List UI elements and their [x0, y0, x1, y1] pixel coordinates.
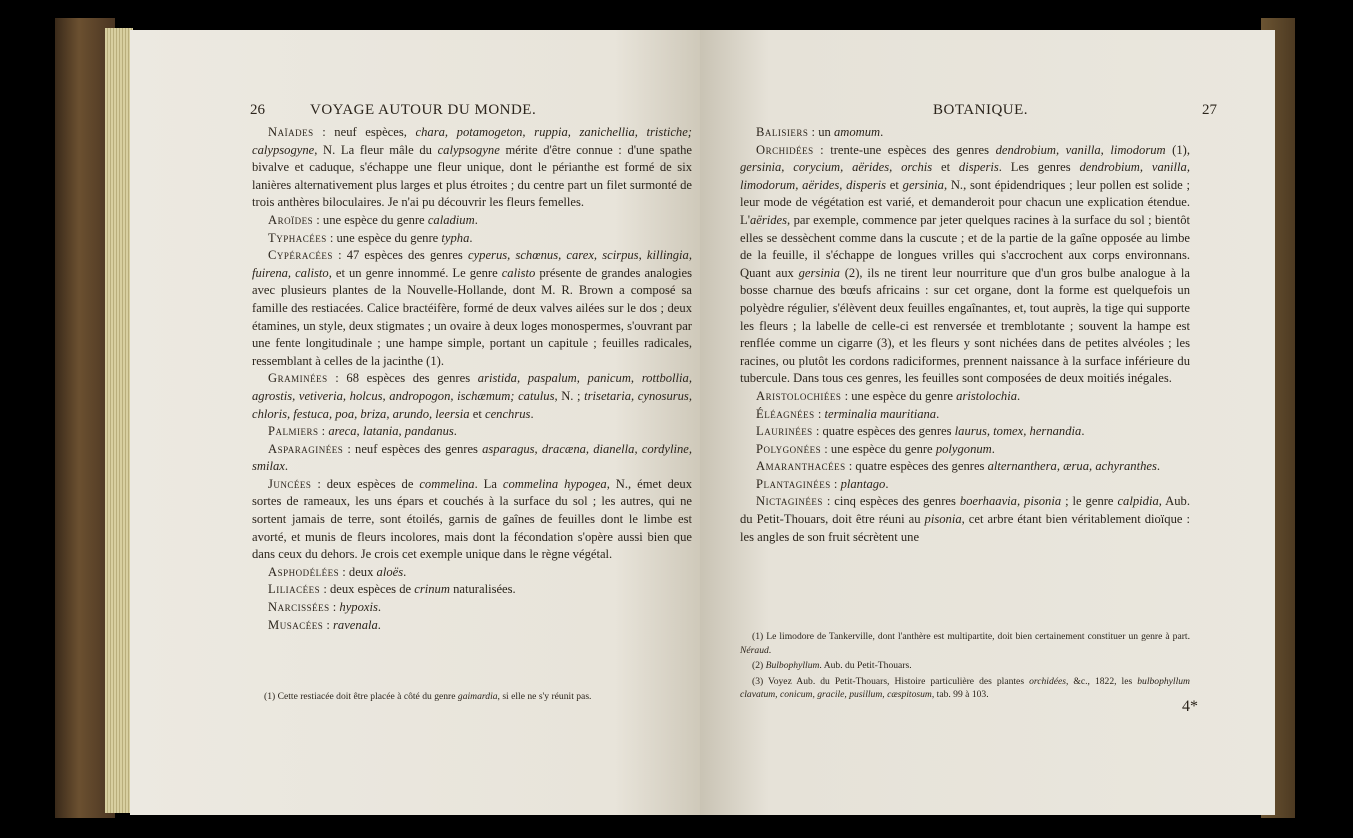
family-name: Cypéracées	[268, 248, 333, 263]
paragraph	[252, 124, 692, 212]
footnote	[740, 675, 1190, 702]
footnote	[252, 690, 692, 704]
text-run: .	[768, 644, 772, 656]
paragraph	[740, 441, 1190, 459]
taxon-name: areca, latania, pandanus	[328, 424, 454, 439]
family-name: Asparaginées	[268, 441, 344, 456]
family-name: Plantaginées	[756, 476, 831, 491]
text-run: , tab. 99 à 103.	[931, 689, 989, 700]
family-name: Typhacées	[268, 230, 327, 245]
paragraph	[740, 423, 1190, 441]
text-run: (1) Cette restiacée doit être placée à côté du genre	[264, 691, 458, 702]
text-run: : 47 espèces des genres	[332, 248, 468, 263]
text-run: :	[329, 600, 340, 615]
text-run: : trente-une espèces des genres	[813, 142, 996, 157]
taxon-name: trisetaria, cynosurus, chloris, festuca, poa, briza, arundo, leersia	[252, 388, 692, 421]
text-run: .	[885, 476, 889, 491]
text-run: , N., émet deux sortes de rameaux, les uns épars et couchés à la surface du sol ; les autres, qui ne sortent jamais de terre, sont étoilés, garnis de gaînes de feuilles dont le limbe est avorté, et munis de fleurs incolores, mais dont la fécondation s'opère aussi bien que dans ceux du dehors. Je crois cet exemple unique dans le règne végétal.	[252, 476, 692, 562]
family-name: Balisiers	[756, 125, 809, 139]
text-run: .	[880, 125, 884, 139]
text-run: : une espèce du genre	[841, 388, 957, 403]
taxon-name: gaimardia	[457, 691, 498, 702]
taxon-name: typha	[441, 230, 470, 245]
text-run: :	[323, 617, 334, 632]
right-page	[700, 30, 1275, 815]
text-run: .	[284, 459, 289, 474]
paragraph	[252, 564, 692, 582]
footnote	[740, 630, 1190, 657]
text-run: : 68 espèces des genres	[327, 371, 478, 386]
taxon-name: aërides	[749, 212, 788, 227]
body-text	[740, 124, 1190, 546]
text-run: : un	[808, 125, 834, 139]
body-text	[252, 124, 692, 634]
taxon-name: terminalia mauritiana	[824, 406, 937, 421]
family-name: Palmiers	[268, 424, 319, 439]
text-run: .	[469, 230, 473, 245]
taxon-name: dendrobium, vanilla, limodorum	[995, 142, 1166, 157]
paragraph	[740, 388, 1190, 406]
paragraph	[252, 617, 692, 635]
text-run: et	[932, 160, 959, 175]
text-run: présente de grandes analogies avec plusieurs plantes de la Nouvelle-Hollande, dont M. R. Brown a composé sa famille des restiacées. Calice bractéifère, formé de deux valves ailées sur le dos ; deux étamines, un style, deux stigmates ; un ovaire à deux loges monospermes, s'ouvrant par une fente longitudinale ; une hampe simple, portant un capitule ; feuilles radicales, ressemblant à celles de la jacinthe (1).	[252, 265, 692, 368]
text-run: , N. La fleur mâle du	[314, 142, 438, 157]
page-edges	[105, 28, 133, 813]
left-page	[130, 30, 700, 815]
text-run: , et un genre innommé. Le genre	[328, 265, 502, 280]
taxon-name: boerhaavia, pisonia	[959, 494, 1062, 509]
text-run: , &c., 1822, les	[1066, 675, 1138, 687]
text-run: : neuf espèces,	[313, 125, 416, 139]
text-run: : quatre espèces des genres	[812, 424, 955, 439]
taxon-name: amomum	[833, 125, 881, 139]
text-run: .	[377, 600, 382, 615]
text-run: .	[474, 212, 478, 227]
taxon-name: aloës	[376, 564, 404, 579]
taxon-name: gersinia	[798, 265, 840, 280]
family-name: Aristolochiées	[756, 388, 842, 403]
text-run: : deux espèces de	[320, 582, 415, 597]
text-run: : deux	[339, 564, 377, 579]
paragraph	[252, 441, 692, 476]
text-run: .	[377, 617, 381, 632]
text-run: : deux espèces de	[311, 476, 420, 491]
family-name: Musacées	[268, 617, 324, 632]
family-name: Laurinées	[756, 424, 813, 439]
paragraph	[740, 493, 1190, 546]
text-run: , N. ;	[554, 388, 585, 403]
paragraph	[252, 370, 692, 423]
running-header: BOTANIQUE.	[933, 102, 1029, 118]
text-run: .	[1081, 424, 1085, 439]
taxon-name: caladium	[427, 212, 475, 227]
text-run: et	[886, 177, 903, 192]
taxon-name: polygonum	[935, 441, 992, 456]
text-run: : cinq espèces des genres	[822, 494, 960, 509]
text-run: : une espèce du genre	[326, 230, 442, 245]
footnotes	[740, 630, 1190, 704]
footnotes	[252, 690, 692, 706]
text-run: : une espèce du genre	[313, 212, 428, 227]
family-name: Graminées	[268, 371, 328, 386]
text-run: et	[469, 406, 485, 421]
taxon-name: dendrobium, vanilla, limodorum, aërides, disperis	[740, 160, 1190, 192]
text-run: .	[530, 406, 534, 421]
paragraph	[740, 142, 1190, 388]
taxon-name: commelina	[419, 476, 475, 491]
taxon-name: crinum	[414, 582, 450, 597]
paragraph	[252, 423, 692, 441]
family-name: Éléagnées	[756, 406, 815, 421]
text-run: :	[814, 406, 825, 421]
taxon-name: aristolochia	[956, 388, 1018, 403]
taxon-name: Bulbophyllum	[765, 660, 820, 671]
paragraph	[252, 212, 692, 230]
taxon-name: asparagus, dracæna, dianella, cordyline, smilax	[252, 441, 692, 474]
text-run: (1),	[1165, 142, 1190, 157]
text-run: : neuf espèces des genres	[343, 441, 483, 456]
text-run: .	[403, 564, 407, 579]
text-run: .	[1156, 459, 1161, 474]
paragraph	[740, 476, 1190, 494]
paragraph	[252, 230, 692, 248]
page-number: 26	[250, 102, 265, 118]
paragraph	[740, 406, 1190, 424]
running-header: VOYAGE AUTOUR DU MONDE.	[310, 102, 537, 118]
open-book	[55, 18, 1295, 818]
text-run: , si elle ne s'y réunit pas.	[497, 691, 592, 702]
taxon-name: hypoxis	[339, 600, 378, 615]
taxon-name: plantago	[840, 476, 886, 491]
taxon-name: calpidia	[1117, 494, 1159, 509]
taxon-name: disperis	[958, 160, 999, 175]
text-run: . Les genres	[998, 160, 1080, 175]
text-run: :	[830, 476, 841, 491]
taxon-name: Néraud	[740, 644, 769, 656]
text-run: : une espèce du genre	[821, 441, 936, 456]
text-run: .	[1017, 388, 1021, 403]
paragraph	[740, 458, 1190, 476]
text-run: . La	[474, 476, 503, 491]
text-run: (3) Voyez Aub. du Petit-Thouars, Histoire particulière des plantes	[752, 675, 1030, 687]
paragraph	[252, 581, 692, 599]
paragraph	[740, 124, 1190, 142]
taxon-name: orchidées	[1029, 675, 1067, 687]
text-run: . Aub. du Petit-Thouars.	[819, 660, 912, 671]
text-run: :	[318, 424, 329, 439]
taxon-name: cenchrus	[484, 406, 531, 421]
text-run: naturalisées.	[449, 582, 516, 597]
text-run: .	[453, 424, 457, 439]
family-name: Orchidées	[756, 142, 814, 157]
taxon-name: laurus, tomex, hernandia	[954, 424, 1082, 439]
page-number: 27	[1202, 102, 1217, 118]
family-name: Nictaginées	[756, 494, 823, 509]
paragraph	[252, 599, 692, 617]
text-run: , Aub. du Petit-Thouars, doit être réuni au	[740, 494, 1190, 527]
text-run: , par exemple, commence par jeter quelques racines à la surface du sol ; bientôt elles se dessèchent comme dans la cuscute ; et de la partie de la gaîne opposée au limbe de la feuille, il s'échappe de longues vrilles qui s'accrochent aux corps environnans. Quant aux	[740, 212, 1190, 280]
signature-mark: 4*	[1182, 698, 1198, 715]
family-name: Amaranthacées	[756, 459, 846, 474]
text-run: (2), ils ne tirent leur nourriture que d'un gros bulbe analogue à la bosse charnue des bœufs africains : sur cet organe, dont la forme est quelquefois un polyèdre régulier, s'élèvent deux feuilles engaînantes, et, tout auprès, la tige qui supporte les fleurs ; la labelle de celle-ci est renversée et tremblotante ; souvent la hampe est renflée comme un cigarre (3), et les fleurs y sont nichées dans de petites alvéoles ; les racines, ou plutôt les cordons radiciformes, prennent naissance à la surface inférieure du tubercule. Dans tous ces genres, les feuilles sont composées de deux moitiés inégales.	[740, 265, 1190, 386]
taxon-name: calisto	[501, 265, 536, 280]
text-run: (2)	[752, 660, 766, 671]
taxon-name: aristida, paspalum, panicum, rottbollia, agrostis, vetiveria, holcus, andropogon, ischæmum; catulus	[252, 371, 692, 403]
taxon-name: alternanthera, ærua, achyranthes	[987, 459, 1157, 474]
taxon-name: chara, potamogeton, ruppia, zanichellia, tristiche; calypsogyne	[252, 125, 692, 157]
family-name: Aroïdes	[268, 212, 314, 227]
taxon-name: bulbophyllum clavatum, conicum, gracile, pusillum, cæspitosum	[740, 675, 1190, 700]
family-name: Asphodélées	[268, 564, 340, 579]
family-name: Polygonées	[756, 441, 822, 456]
text-run: , N., sont épidendriques ; leur pollen est solide ; leur mode de végétation est varié, et demanderoit pour chacun une explication étendue. L'	[740, 177, 1191, 227]
taxon-name: gersinia	[902, 177, 944, 192]
taxon-name: pisonia	[924, 512, 962, 527]
text-run: .	[936, 406, 940, 421]
family-name: Naïades	[268, 125, 314, 139]
paragraph	[252, 476, 692, 564]
taxon-name: commelina hypogea	[502, 476, 607, 491]
text-run: ; le genre	[1061, 494, 1118, 509]
family-name: Narcissées	[268, 600, 330, 615]
family-name: Liliacées	[268, 582, 321, 597]
footnote	[740, 659, 1190, 673]
taxon-name: cyperus, schœnus, carex, scirpus, killingia, fuirena, calisto	[252, 248, 692, 280]
text-run: , cet arbre étant bien véritablement dioïque : les angles de son fruit sécrètent une	[740, 512, 1190, 544]
paragraph	[252, 247, 692, 370]
text-run: .	[991, 441, 995, 456]
text-run: : quatre espèces des genres	[845, 459, 988, 474]
text-run: (1) Le limodore de Tankerville, dont l'anthère est multipartite, doit bien certainement constituer un genre à part.	[752, 631, 1190, 642]
text-run: mérite d'être connue : d'une spathe bivalve et caduque, s'échappe une fleur unique, dont le périanthe est formé de six lanières alternativement plus larges et plus étroites ; du centre part un filet surmonté de trois anthères biloculaires. Je n'ai pu découvrir les fleurs femelles.	[252, 142, 692, 210]
taxon-name: calypsogyne	[437, 142, 500, 157]
family-name: Juncées	[268, 476, 312, 491]
taxon-name: gersinia, corycium, aërides, orchis	[740, 160, 933, 175]
taxon-name: ravenala	[333, 617, 378, 632]
